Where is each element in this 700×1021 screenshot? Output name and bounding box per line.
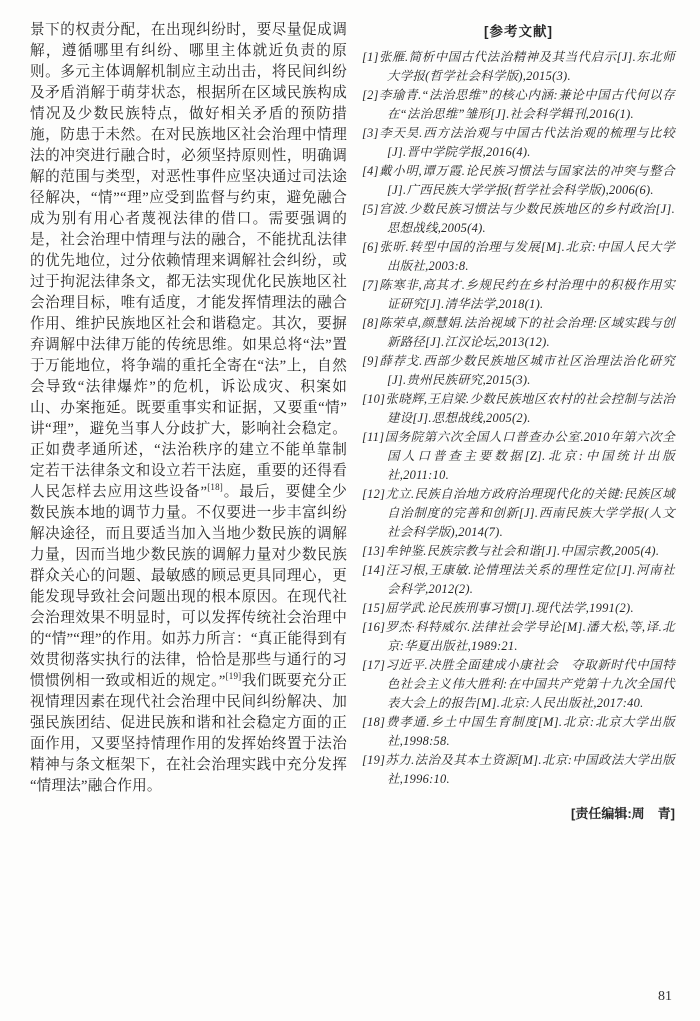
references-list [362, 48, 675, 789]
reference-item: [12]尤立.民族自治地方政府治理现代化的关键:民族区域自治制度的完善和创新[J].西南民族大学学报(人文社会科学版),2014(7). [362, 487, 675, 539]
page-number: 81 [658, 989, 672, 1004]
reference-item: [7]陈寒非,高其才.乡规民约在乡村治理中的积极作用实证研究[J].清华法学,2018(1). [362, 278, 675, 311]
editor-line: [责任编辑:周 青] [571, 806, 675, 821]
reference-item: [4]戴小明,谭万霞.论民族习惯法与国家法的冲突与整合[J].广西民族大学学报(哲学社会科学版),2006(6). [362, 164, 675, 197]
references-heading: [参考文献] [484, 24, 553, 39]
reference-item: [17]习近平.决胜全面建成小康社会 夺取新时代中国特色社会主义伟大胜利:在中国共产党第十九次全国代表大会上的报告[M].北京:人民出版社,2017:40. [362, 658, 675, 710]
reference-item: [5]宫波.少数民族习惯法与少数民族地区的乡村政治[J].思想战线,2005(4). [362, 202, 675, 235]
reference-item: [3]李天昊.西方法治观与中国古代法治观的梳理与比较[J].晋中学院学报,2016(4). [362, 126, 675, 159]
citation-marker: [19] [225, 671, 242, 682]
reference-item: [6]张昕.转型中国的治理与发展[M].北京:中国人民大学出版社,2003:8. [362, 240, 675, 273]
reference-item: [13]牟钟鉴.民族宗教与社会和谐[J].中国宗教,2005(4). [362, 544, 660, 558]
reference-item: [15]屈学武.论民族刑事习惯[J].现代法学,1991(2). [362, 601, 634, 615]
body-column [30, 20, 347, 797]
body-text-segment: 。最后，要健全少数民族本地的调节力量。不仅要进一步丰富纠纷解决途径，而且要适当加入当地少数民族的调解力量，因而当地少数民族的调解力量对少数民族群众关心的问题、最敏感的顾忌更具同理心，更能发现导致社会问题出现的根本原因。在现代社会治理效果不明显时，可以发挥传统社会治理中的“情”“理”的作用。如苏力所言：“真正能得到有效贯彻落实执行的法律，恰恰是那些与通行的习惯惯例相一致或相近的规定。” [30, 484, 347, 689]
reference-item: [14]汪习根,王康敏.论情理法关系的理性定位[J].河南社会科学,2012(2). [362, 563, 675, 596]
reference-item: [16]罗杰·科特威尔.法律社会学导论[M].潘大松,等,译.北京:华夏出版社,1989:21. [362, 620, 675, 653]
reference-item: [8]陈荣卓,颜慧娟.法治视域下的社会治理:区域实践与创新路径[J].江汉论坛,2013(12). [362, 316, 675, 349]
reference-item: [19]苏力.法治及其本土资源[M].北京:中国政法大学出版社,1996:10. [362, 753, 675, 786]
reference-item: [11]国务院第六次全国人口普查办公室.2010年第六次全国人口普查主要数据[Z].北京:中国统计出版社,2011:10. [362, 430, 675, 482]
reference-item: [1]张雁.简析中国古代法治精神及其当代启示[J].东北师大学报(哲学社会科学版),2015(3). [362, 50, 675, 83]
reference-item: [9]薛荐戈.西部少数民族地区城市社区治理法治化研究[J].贵州民族研究,2015(3). [362, 354, 675, 387]
body-paragraph [30, 20, 347, 797]
references-column [362, 20, 675, 822]
reference-item: [2]李瑜青.“法治思维”的核心内涵:兼论中国古代何以存在“法治思维”雏形[J].社会科学辑刊,2016(1). [362, 88, 675, 121]
body-text-segment: 景下的权责分配，在出现纠纷时，要尽量促成调解，遵循哪里有纠纷、哪里主体就近负责的原则。多元主体调解机制应主动出击，将民间纠纷及矛盾消解于萌芽状态，根据所在区域民族构成情况及少数民族特点，做好相关矛盾的预防措施，防患于未然。在对民族地区社会治理中情理法的冲突进行融合时，必须坚持原则性，明确调解的范围与类型，对恶性事件应坚决通过司法途径解决，“情”“理”应受到监督与约束，避免融合成为别有用心者蔑视法律的借口。需要强调的是，社会治理中情理与法的融合，不能扰乱法律的优先地位，过分依赖情理来调解社会纠纷，或过于拘泥法律条文，都无法实现优化民族地区社会治理目标，唯有适度，才能发挥情理法的融合作用、维护民族地区社会和谐稳定。其次，要摒弃调解中法律万能的传统思维。如果总将“法”置于万能地位，将争端的重托全寄在“法”上，自然会导致“法律爆炸”的危机，诉讼成灾、积案如山、办案拖延。既要重事实和证据，又要重“情”讲“理”，避免当事人分歧扩大，影响社会稳定。正如费孝通所述，“法治秩序的建立不能单靠制定若干法律条文和设立若干法庭，重要的还得看人民怎样去应用这些设备” [30, 22, 347, 500]
reference-item: [10]张晓辉,王启梁.少数民族地区农村的社会控制与法治建设[J].思想战线,2005(2). [362, 392, 675, 425]
body-text-segment: 我们既要充分正视情理因素在现代社会治理中民间纠纷解决、加强民族团结、促进民族和谐和社会稳定方面的正面作用，又要坚持情理作用的发挥始终置于法治精神与条文框架下，在社会治理实践中充分发挥“情理法”融合作用。 [30, 673, 347, 794]
reference-item: [18]费孝通.乡土中国生育制度[M].北京:北京大学出版社,1998:58. [362, 715, 675, 748]
citation-marker: [18] [207, 482, 223, 493]
